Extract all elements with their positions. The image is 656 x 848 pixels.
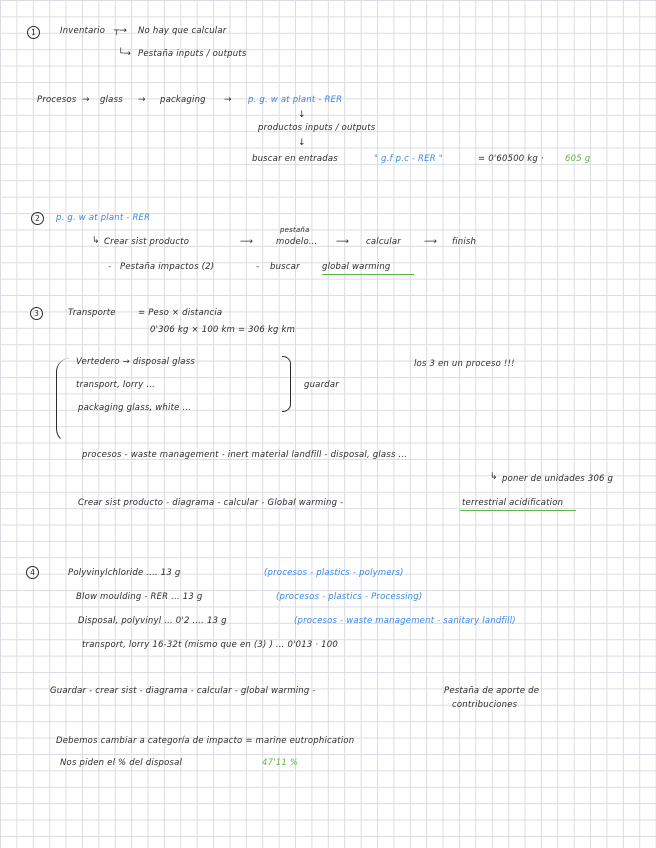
- poly-note: (procesos - plastics - polymers): [264, 568, 404, 578]
- procesos-waste-text: procesos - waste management - inert material landfill - disposal, glass ...: [82, 450, 408, 460]
- finish-text: finish: [452, 237, 477, 247]
- transport-16-32t-text: transport, lorry 16-32t (mismo que en (3) ) ... 0'013 · 100: [82, 640, 338, 650]
- formula-text: = Peso × distancia: [138, 308, 223, 318]
- modelo-text: modelo...: [276, 237, 318, 247]
- percent-text: 47'11 %: [262, 758, 299, 768]
- section-1-number: 1: [27, 26, 40, 39]
- arrow-right-icon: →: [82, 95, 90, 105]
- nos-piden-text: Nos piden el % del disposal: [60, 758, 183, 768]
- procesos-label: Procesos: [37, 95, 77, 105]
- arrow-down-icon: ↓: [298, 110, 306, 120]
- blow-text: Blow moulding - RER ... 13 g: [76, 592, 203, 602]
- buscar-text: buscar: [270, 262, 300, 272]
- corner-arrow-icon: ↳: [92, 236, 100, 246]
- arrow-right-icon: ⟶: [336, 237, 349, 247]
- dash-bullet: -: [256, 262, 260, 272]
- poner-unidades-text: poner de unidades 306 g: [502, 474, 614, 484]
- packaging-white-text: packaging glass, white ...: [78, 403, 192, 413]
- crear-sist-text: Crear sist producto: [104, 237, 190, 247]
- corner-arrow-icon: ↳: [490, 472, 498, 482]
- disposal-note: (procesos - waste management - sanitary landfill): [294, 616, 516, 626]
- section-2-number: 2: [31, 212, 44, 225]
- productos-io-text: productos inputs / outputs: [258, 123, 376, 133]
- poly-text: Polyvinylchloride .... 13 g: [68, 568, 181, 578]
- dash-bullet: -: [108, 262, 112, 272]
- crear-sist-line: Crear sist producto - diagrama - calcular - Global warming -: [78, 498, 344, 508]
- terrestrial-underline: [460, 510, 576, 511]
- terrestrial-text: terrestrial acidification: [462, 498, 564, 508]
- pestana-inputs-text: Pestaña inputs / outputs: [138, 49, 247, 59]
- arrow-right-icon: →: [224, 95, 232, 105]
- left-brace-icon: [56, 358, 71, 443]
- inventario-label: Inventario: [60, 26, 106, 36]
- gf-pc-rer-text: " g.f p.c - RER ": [374, 154, 443, 164]
- branch-arrow-icon: └→: [118, 49, 131, 59]
- pestana-impactos-text: Pestaña impactos (2): [120, 262, 215, 272]
- debemos-text: Debemos cambiar a categoría de impacto = marine eutrophication: [56, 736, 355, 746]
- valor-kg-text: = 0'60500 kg ·: [478, 154, 544, 164]
- section-3-number: 3: [30, 307, 43, 320]
- calcular-text: calcular: [366, 237, 401, 247]
- right-brace-icon: [282, 356, 291, 412]
- transporte-label: Transporte: [68, 308, 116, 318]
- glass-label: glass: [100, 95, 123, 105]
- branch-arrow-icon: ┬→: [114, 26, 127, 36]
- pg-plant-rer: p. g. w at plant - RER: [248, 95, 343, 105]
- guardar-line: Guardar - crear sist - diagrama - calcular - global warming -: [50, 686, 316, 696]
- blow-note: (procesos - plastics - Processing): [276, 592, 423, 602]
- transport-lorry-text: transport, lorry ...: [76, 380, 156, 390]
- calc-text: 0'306 kg × 100 km = 306 kg km: [150, 325, 296, 335]
- arrow-right-icon: ⟶: [240, 237, 253, 247]
- arrow-down-icon: ↓: [298, 138, 306, 148]
- pestana-small-text: pestaña: [280, 226, 310, 234]
- los3-text: los 3 en un proceso !!!: [414, 359, 515, 369]
- packaging-label: packaging: [160, 95, 206, 105]
- vertedero-text: Vertedero → disposal glass: [76, 357, 195, 367]
- contribuciones-text: contribuciones: [452, 700, 518, 710]
- pg-plant-rer-2: p. g. w at plant - RER: [56, 213, 151, 223]
- no-calcular-text: No hay que calcular: [138, 26, 227, 36]
- global-warming-underline: [322, 274, 414, 275]
- arrow-right-icon: ⟶: [424, 237, 437, 247]
- arrow-right-icon: →: [138, 95, 146, 105]
- pestana-aporte-text: Pestaña de aporte de: [444, 686, 540, 696]
- section-4-number: 4: [26, 566, 39, 579]
- valor-g-text: 605 g: [565, 154, 591, 164]
- disposal-text: Disposal, polyvinyl ... 0'2 .... 13 g: [78, 616, 227, 626]
- guardar-text: guardar: [304, 380, 339, 390]
- global-warming-text: global warming: [322, 262, 391, 272]
- buscar-entradas-text: buscar en entradas: [252, 154, 338, 164]
